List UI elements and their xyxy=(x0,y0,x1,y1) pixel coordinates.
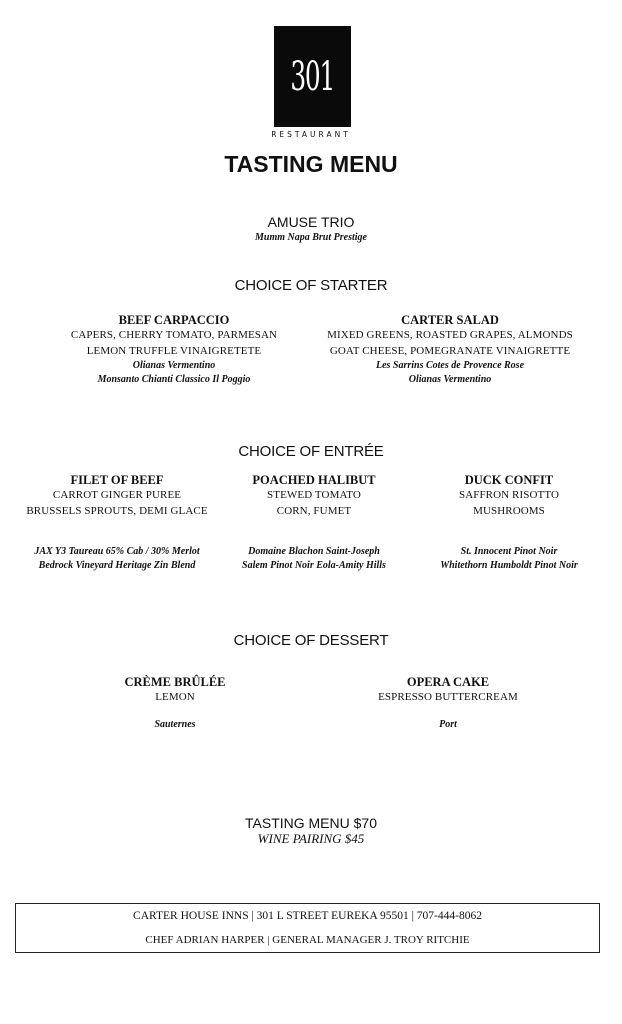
logo xyxy=(274,26,351,127)
item-line: BRUSSELS SPROUTS, DEMI GLACE xyxy=(26,504,208,517)
amuse-wine: Mumm Napa Brut Prestige xyxy=(255,232,367,243)
tasting-price: TASTING MENU $70 xyxy=(245,815,377,831)
wine-pairing-price: WINE PAIRING $45 xyxy=(257,831,365,846)
wine-pairing: Domaine Blachon Saint-Joseph xyxy=(248,546,380,557)
entree-item-halibut xyxy=(210,473,418,573)
item-name: DUCK CONFIT xyxy=(464,473,554,487)
item-line: ESPRESSO BUTTERCREAM xyxy=(378,691,518,703)
entree-heading: CHOICE OF ENTRÉE xyxy=(238,443,384,460)
wine-pairing: St. Innocent Pinot Noir xyxy=(460,546,558,557)
item-line: SAFFRON RISOTTO xyxy=(458,489,560,501)
entree-item-duck xyxy=(408,473,610,573)
footer-staff: CHEF ADRIAN HARPER | GENERAL MANAGER J. TROY RITCHIE xyxy=(145,934,470,946)
dessert-item-creme-brulee xyxy=(75,675,275,732)
wine-pairing: Whitethorn Humboldt Pinot Noir xyxy=(440,560,578,571)
item-line: MIXED GREENS, ROASTED GRAPES, ALMONDS xyxy=(327,329,573,341)
item-name: POACHED HALIBUT xyxy=(252,473,376,487)
entree-item-filet xyxy=(10,473,224,573)
wine-pairing: JAX Y3 Taureau 65% Cab / 30% Merlot xyxy=(34,546,200,557)
item-line: CAPERS, CHERRY TOMATO, PARMESAN xyxy=(70,329,278,341)
footer-address: CARTER HOUSE INNS | 301 L STREET EUREKA 95501 | 707-444-8062 xyxy=(133,910,482,922)
item-line: LEMON xyxy=(155,691,195,703)
logo-number: 301 xyxy=(290,53,335,100)
wine-pairing: Salem Pinot Noir Eola-Amity Hills xyxy=(242,560,386,571)
item-line: LEMON TRUFFLE VINAIGRETETE xyxy=(86,344,262,357)
wine-pairing: Olianas Vermentino xyxy=(132,360,216,371)
footer xyxy=(15,903,600,953)
item-name: OPERA CAKE xyxy=(406,675,490,689)
wine-pairing: Les Sarrins Cotes de Provence Rose xyxy=(375,360,525,371)
wine-pairing: Olianas Vermentino xyxy=(408,374,492,385)
starter-heading: CHOICE OF STARTER xyxy=(234,277,388,294)
wine-pairing: Sauternes xyxy=(154,718,196,730)
starter-item-carter-salad xyxy=(316,313,584,387)
page-title: TASTING MENU xyxy=(224,151,398,177)
item-name: FILET OF BEEF xyxy=(70,473,164,487)
logo-subtitle: RESTAURANT xyxy=(271,130,351,139)
item-line: GOAT CHEESE, POMEGRANATE VINAIGRETTE xyxy=(329,344,571,357)
dessert-heading: CHOICE OF DESSERT xyxy=(233,632,389,649)
item-line: MUSHROOMS xyxy=(473,504,545,517)
starter-item-carpaccio xyxy=(40,313,308,387)
item-name: BEEF CARPACCIO xyxy=(118,313,230,327)
wine-pairing: Bedrock Vineyard Heritage Zin Blend xyxy=(38,560,196,571)
pricing xyxy=(0,815,622,847)
dessert-item-opera-cake xyxy=(348,675,548,732)
item-line: CORN, FUMET xyxy=(276,504,352,517)
item-line: CARROT GINGER PUREE xyxy=(52,489,182,501)
item-name: CRÈME BRÛLÉE xyxy=(124,675,226,689)
item-name: CARTER SALAD xyxy=(401,313,499,327)
wine-pairing: Port xyxy=(439,718,457,730)
amuse-heading: AMUSE TRIO xyxy=(267,214,355,230)
amuse-section xyxy=(0,214,622,245)
item-line: STEWED TOMATO xyxy=(267,489,361,501)
wine-pairing: Monsanto Chianti Classico Il Poggio xyxy=(97,374,251,385)
